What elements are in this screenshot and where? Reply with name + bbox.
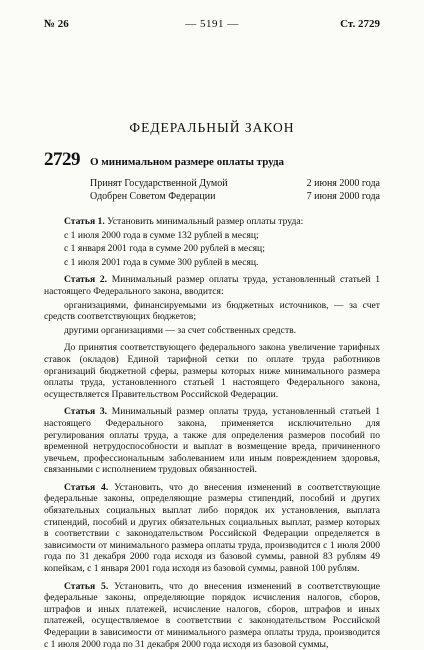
page-number: — 5191 — — [185, 18, 239, 30]
article-1 — [44, 216, 380, 228]
article-reference: Ст. 2729 — [340, 18, 380, 30]
list-item: другими организациями — за счет собственных средств. — [64, 324, 297, 336]
adoption-date: 2 июня 2000 года — [306, 178, 380, 189]
page-header — [44, 18, 380, 36]
article-text: Минимальный размер оплаты труда, установленный статьей 1 настоящего Федерального закона, применяется исключительно для регулирования оплаты труда, а также для определения размеров пособий по временной нетрудоспособности и выплат в возмещение вреда, причиненного увечьем, профессиональным заболеванием или иным повреждением здоровья, связанными с исполнением трудовых обязанностей. — [44, 406, 381, 476]
article-label: Статья 2. — [64, 274, 108, 286]
article-2 — [44, 274, 380, 297]
document-title: О минимальном размере оплаты труда — [90, 156, 285, 168]
document-number: 2729 — [44, 149, 80, 170]
list-item: организациями, финансируемыми из бюджетных источников, — за счет средств соответствующих бюджетов; — [44, 299, 380, 323]
article-label: Статья 5. — [64, 580, 109, 592]
adoption-label: Одобрен Советом Федерации — [90, 191, 216, 202]
article-label: Статья 1. — [64, 216, 105, 227]
article-5 — [44, 581, 380, 650]
list-item: с 1 июля 2000 года в сумме 132 рублей в месяц; — [64, 229, 259, 241]
adoption-row-council — [90, 190, 380, 203]
adoption-label: Принят Государственной Думой — [90, 178, 228, 189]
article-3 — [44, 406, 380, 476]
article-label: Статья 4. — [64, 481, 109, 493]
adoption-date: 7 июня 2000 года — [306, 191, 380, 202]
adoption-block — [90, 177, 380, 203]
article-text: Установить, что до внесения изменений в соответствующие федеральные законы, определяющие размеры стипендий, пособий и других обязательных социальных выплат либо порядок их установления, выплата стипендий, пособий и других обязательных социальных выплат, размер которых в соответствии с законодательством Российской Федерации определяется в зависимости от минимального размера оплаты труда, производится с 1 июля 2000 года по 31 декабря 2000 года исходя из базовой суммы, равной 83 рублям 49 копейкам, с 1 января 2001 года исходя из базовой суммы, равной 100 рублям. — [44, 481, 380, 575]
issue-number: № 26 — [44, 18, 69, 30]
law-body — [44, 216, 380, 650]
list-item: с 1 июля 2001 года в сумме 300 рублей в месяц. — [64, 256, 259, 268]
article-2-paragraph: До принятия соответствующего федерального закона увеличение тарифных ставок (окладов) Единой тарифной сетки по оплате труда работников организаций бюджетной сферы, размеры которых ниже минимального размера оплаты труда, установленного статьей 1 настоящего Федерального закона, осуществляется Правительством Российской Федерации. — [44, 342, 380, 400]
article-label: Статья 3. — [64, 406, 108, 418]
document-title-row — [44, 149, 380, 171]
article-text: Минимальный размер оплаты труда, установленный статьей 1 настоящего Федерального закона, вводится: — [44, 274, 381, 297]
article-4 — [44, 482, 380, 575]
document-kind: ФЕДЕРАЛЬНЫЙ ЗАКОН — [129, 120, 295, 135]
article-text: Установить минимальный размер оплаты труда: — [104, 216, 304, 227]
adoption-row-duma — [90, 177, 380, 190]
article-text: Установить, что до внесения изменений в соответствующие федеральные законы, определяющие порядок исчисления налогов, сборов, штрафов и иных платежей, исчисление налогов, сборов, штрафов и иных платежей, осуществляемое в соответствии с законодательством Российской Федерации в зависимости от минимального размера оплаты труда, производится с 1 июля 2000 года по 31 декабря 2000 года исходя из базовой суммы, — [44, 580, 380, 650]
list-item: с 1 января 2001 года в сумме 200 рублей в месяц; — [64, 243, 265, 255]
